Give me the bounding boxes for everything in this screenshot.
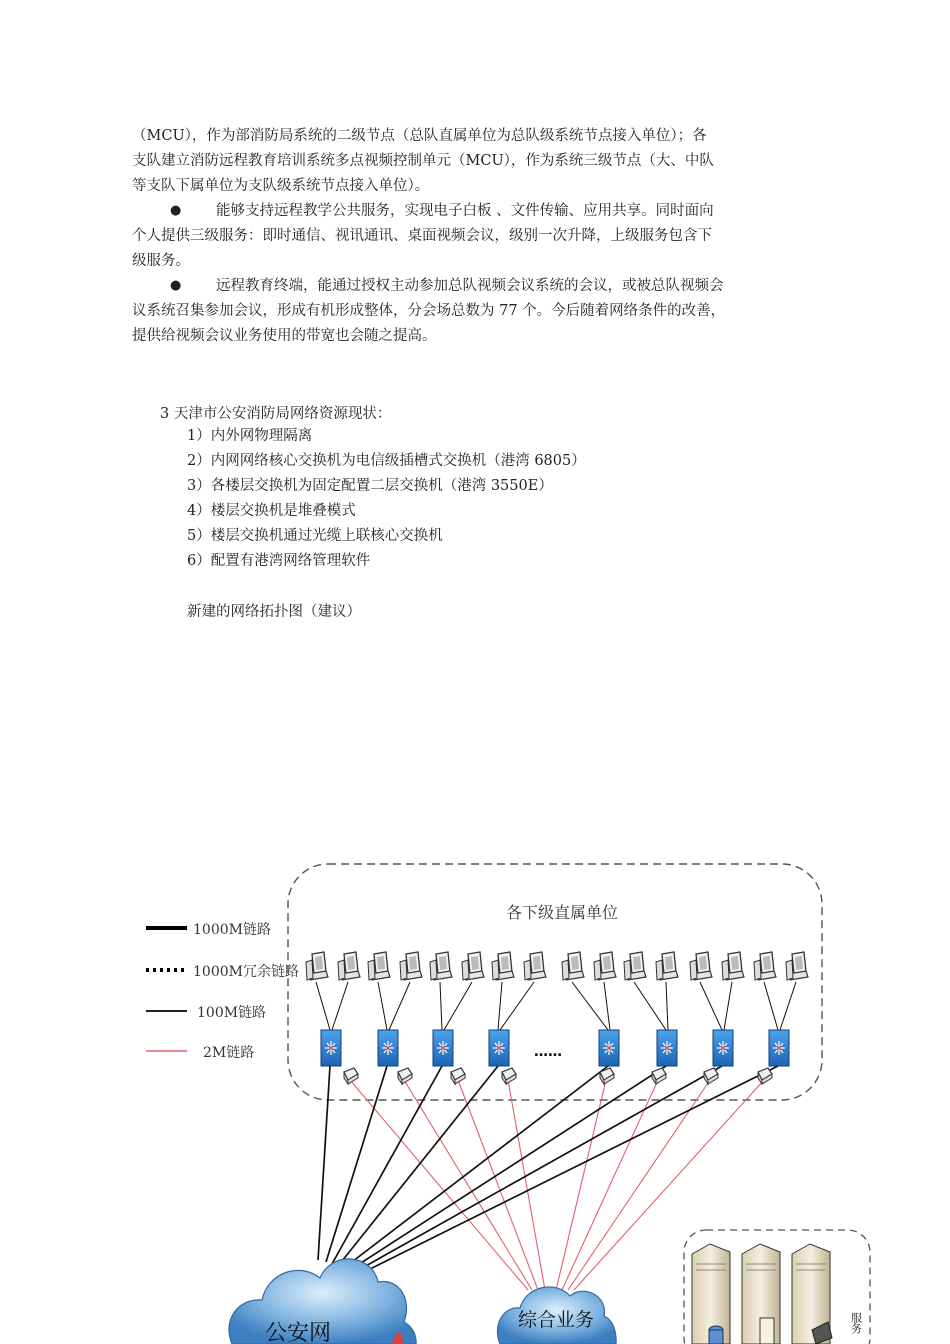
text-line: 级服务。 — [132, 253, 190, 269]
legend-label: 2M链路 — [203, 1045, 255, 1061]
switch-icon — [657, 1030, 677, 1066]
text-line: 个人提供三级服务：即时通信、视讯通讯、桌面视频会议，级别一次升降，上级服务包含下 — [132, 228, 712, 244]
server-icon — [742, 1244, 780, 1344]
modem-icon — [344, 1068, 358, 1084]
text-line: 能够支持远程教学公共服务，实现电子白板 、文件传输、应用共享。同时面向 — [216, 203, 714, 219]
list-item: 6）配置有港湾网络管理软件 — [187, 553, 371, 569]
bullet-icon: ● — [170, 203, 182, 218]
switch-icon — [489, 1030, 509, 1066]
switch-icon — [321, 1030, 341, 1066]
text-line: 远程教育终端，能通过授权主动参加总队视频会议系统的会议，或被总队视频会 — [216, 278, 724, 294]
modem-icon — [502, 1068, 516, 1084]
pc-icon — [594, 952, 616, 980]
text-line: 提供给视频会议业务使用的带宽也会随之提高。 — [132, 328, 437, 344]
switch-icon — [378, 1030, 398, 1066]
pc-icon — [754, 952, 776, 980]
switch-icon — [713, 1030, 733, 1066]
pc-icon — [524, 952, 546, 980]
pc-icon — [690, 952, 712, 980]
server-icon — [692, 1244, 730, 1344]
switch-icon — [433, 1030, 453, 1066]
pc-icon — [306, 952, 328, 980]
pc-icons — [306, 952, 808, 980]
modem-icon — [398, 1068, 412, 1084]
legend-label: 1000M链路 — [193, 922, 271, 938]
pc-switch-links — [316, 982, 796, 1030]
pc-icon — [786, 952, 808, 980]
switch-icon — [769, 1030, 789, 1066]
legend-label: 1000M冗余链路 — [193, 964, 299, 980]
cloud-label-middle: 综合业务 — [517, 1309, 595, 1331]
pc-icon — [624, 952, 646, 980]
text-line: 议系统召集参加会议，形成有机形成整体，分会场总数为 77 个。今后随着网络条件的改善， — [132, 303, 726, 319]
bullet-icon: ● — [170, 278, 182, 293]
pc-icon — [492, 952, 514, 980]
subunit-group-box — [288, 864, 822, 1100]
server-label: 服务 — [849, 1312, 863, 1334]
server-icons — [692, 1244, 832, 1344]
modem-icon — [704, 1068, 718, 1084]
modem-icon — [451, 1068, 465, 1084]
list-item: 1）内外网物理隔离 — [187, 428, 313, 444]
pc-icon — [368, 952, 390, 980]
section-heading: 3 天津市公安消防局网络资源现状： — [160, 406, 392, 422]
diagram-legend — [146, 922, 299, 1061]
text-line: 支队建立消防远程教育培训系统多点视频控制单元（MCU），作为系统三级节点（大、中队 — [132, 153, 714, 169]
pc-icon — [722, 952, 744, 980]
pc-icon — [562, 952, 584, 980]
cloud-label-left: 公安网 — [264, 1321, 332, 1344]
pc-icon — [462, 952, 484, 980]
text-line: 等支队下属单位为支队级系统节点接入单位）。 — [132, 178, 430, 194]
server-icon — [792, 1244, 832, 1344]
black-links — [318, 1066, 778, 1274]
list-item: 5）楼层交换机通过光缆上联核心交换机 — [187, 528, 443, 544]
legend-label: 100M链路 — [197, 1005, 267, 1021]
text-line: （MCU），作为部消防局系统的二级节点（总队直属单位为总队级系统节点接入单位）；各 — [132, 128, 707, 144]
list-item: 2）内网网络核心交换机为电信级插槽式交换机（港湾 6805） — [187, 453, 586, 469]
figure-caption: 新建的网络拓扑图（建议） — [187, 604, 361, 620]
modem-icon — [758, 1068, 772, 1084]
ellipsis-dots: …… — [534, 1044, 562, 1060]
pc-icon — [430, 952, 452, 980]
modem-icon — [652, 1068, 666, 1084]
list-item: 4）楼层交换机是堆叠模式 — [187, 503, 356, 519]
pc-icon — [400, 952, 422, 980]
group-title: 各下级直属单位 — [505, 903, 619, 922]
list-item: 3）各楼层交换机为固定配置二层交换机（港湾 3550E） — [187, 478, 553, 494]
modem-icons — [344, 1068, 772, 1084]
switch-icon — [599, 1030, 619, 1066]
pc-icon — [338, 952, 360, 980]
pc-icon — [656, 952, 678, 980]
